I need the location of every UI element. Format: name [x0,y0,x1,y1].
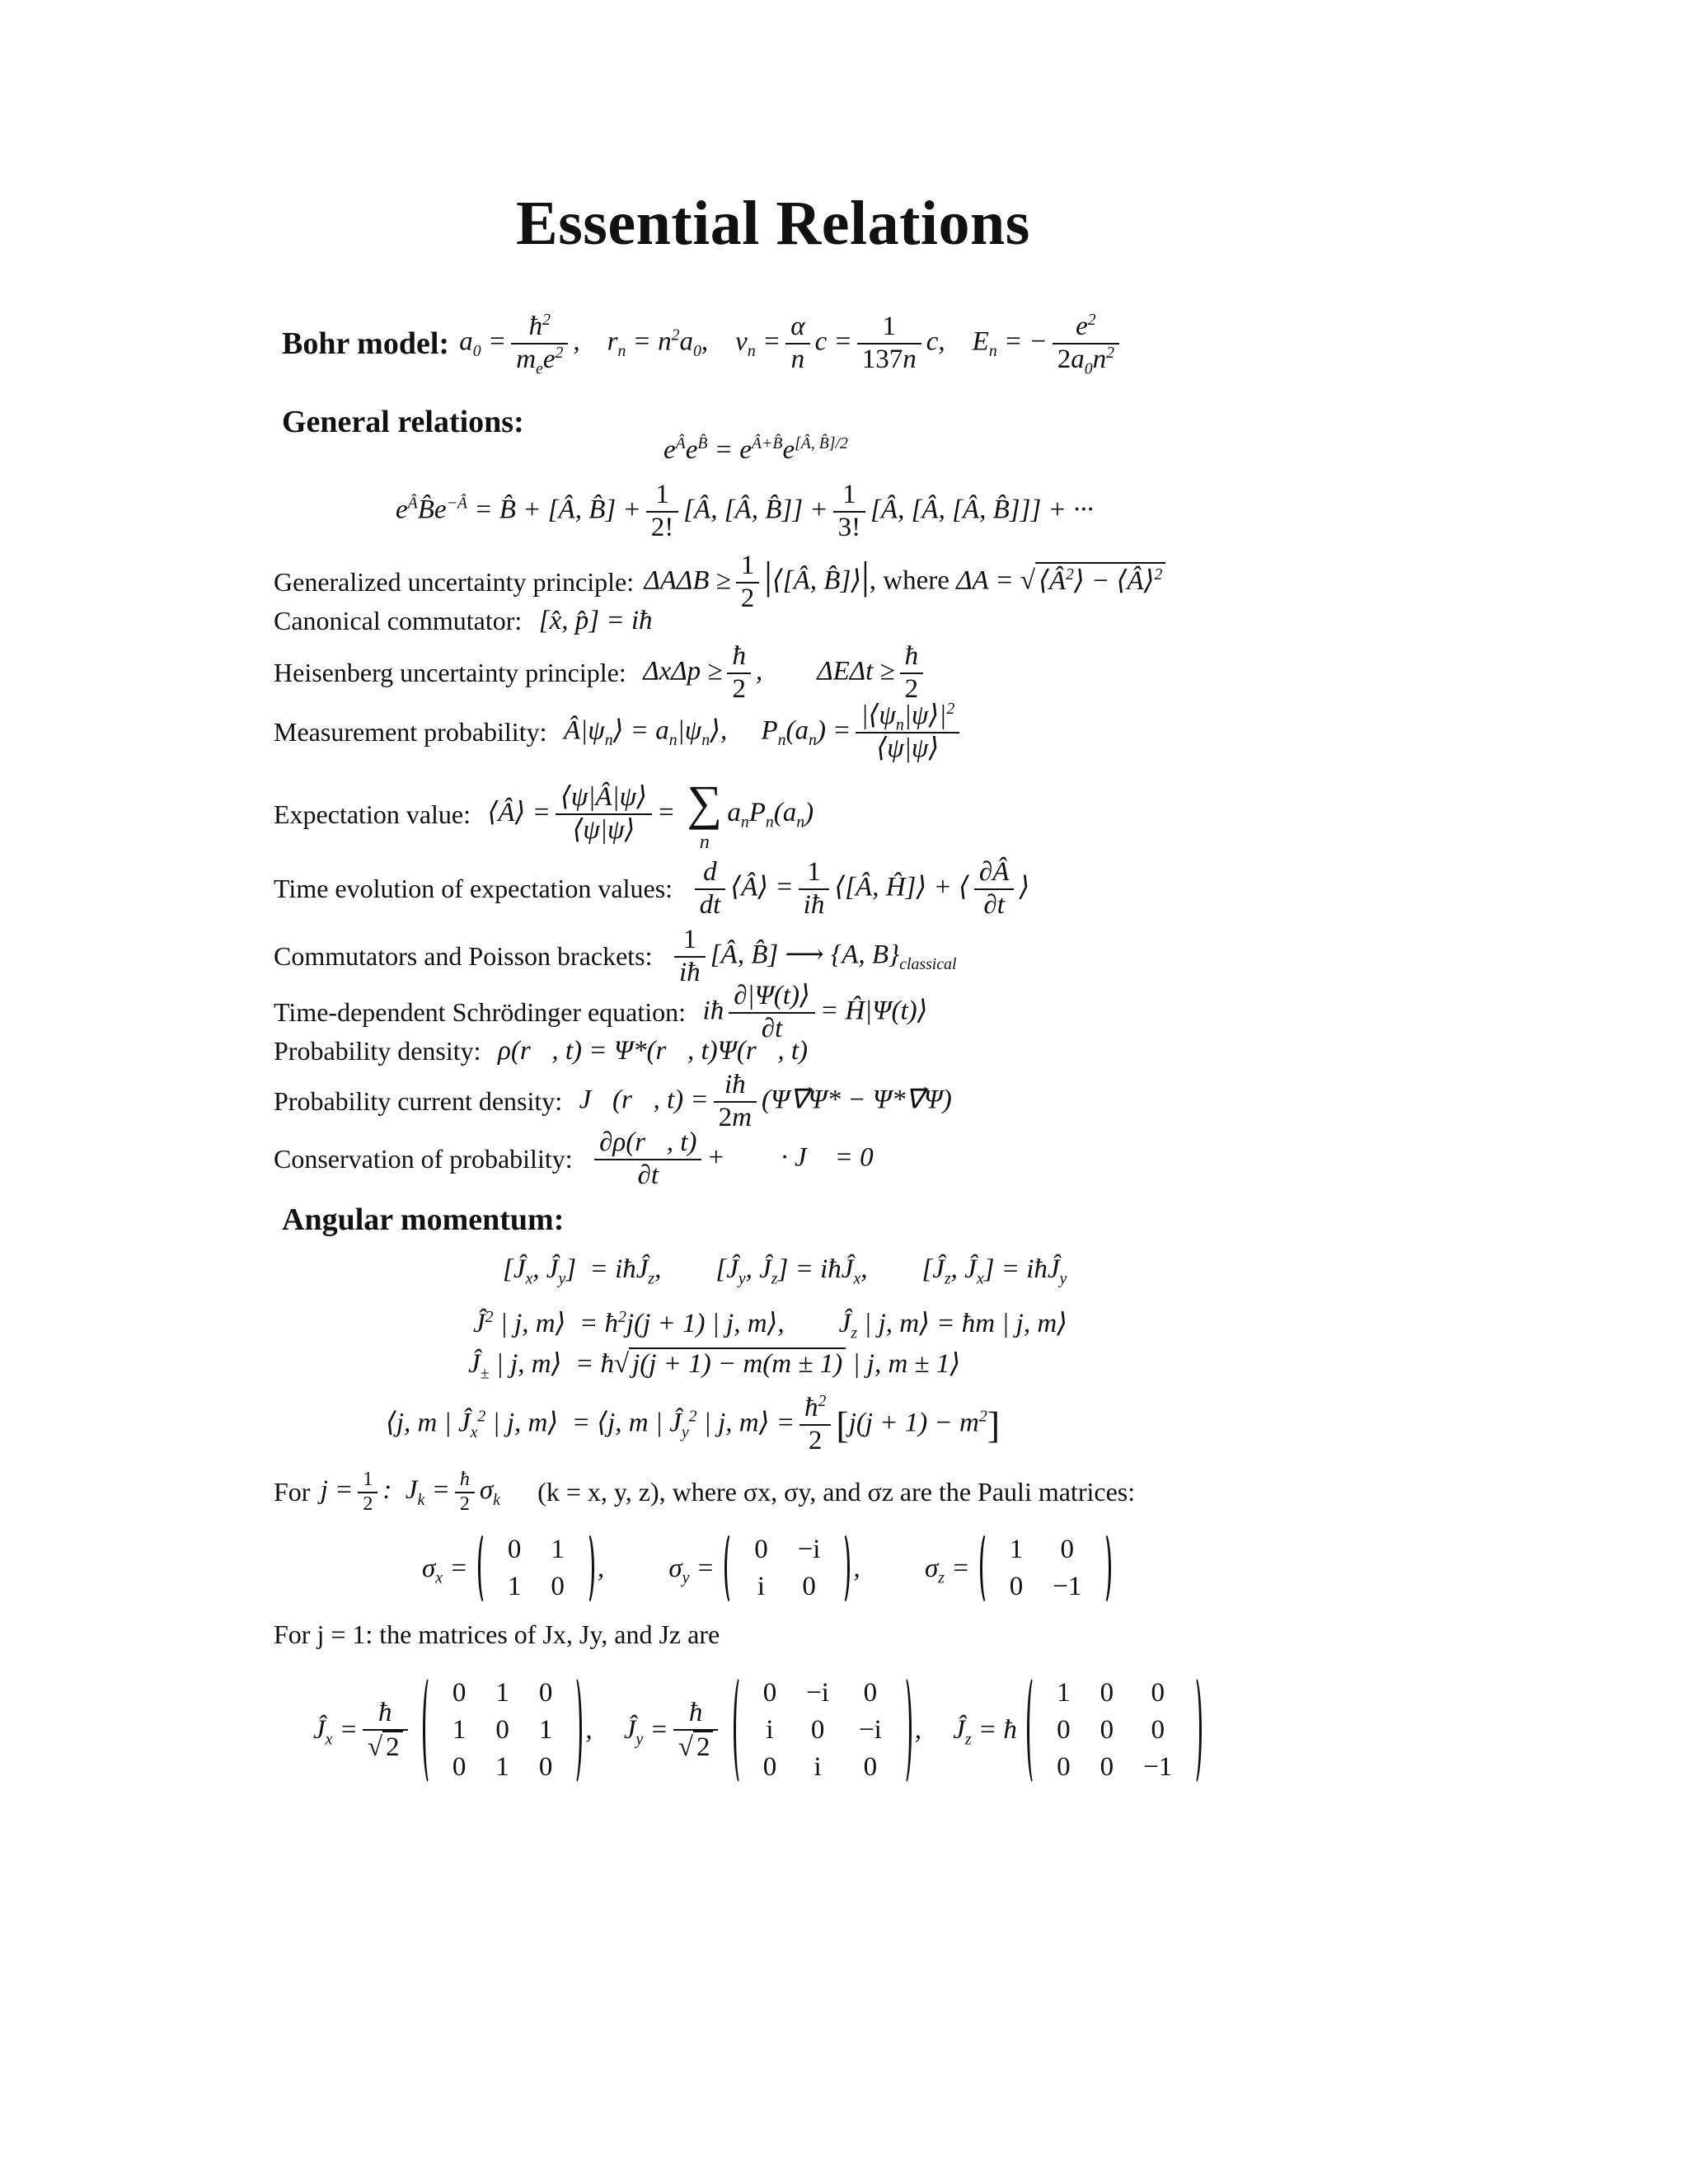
matrix-cell: 0 [1100,1715,1114,1745]
matrix-cell: 0 [802,1572,816,1601]
schrodinger-equation: iħ $\frac{\partial|\Psi(t)⟩}{\partial t}$ = Ĥ|Ψ(t)⟩ [689,981,928,1043]
spin-half-text: (k = x, y, z), where σx, σy, and σz are the Pauli matrices: [537,1477,1136,1507]
matrix-cell: 0 [1151,1678,1165,1708]
uncertainty-label: Generalized uncertainty principle: [274,567,635,598]
matrix-cell: 0 [754,1535,768,1564]
matrix-cell: 0 [1057,1752,1071,1782]
measurement-row [274,701,964,765]
matrix-cell: 0 [810,1715,825,1745]
canonical-label: Canonical commutator: [274,606,523,635]
matrix-cell: 0 [1100,1752,1114,1782]
matrix-cell: 0 [1100,1678,1114,1708]
bch-formula: $e^Âe^{B̂} = e^{Â+B̂}e^{[Â, B̂]/2}$ [663,434,848,465]
matrix-cell: 0 [1057,1715,1071,1745]
angular-heading: Angular momentum: [282,1202,565,1237]
prob-density-equation: ρ(r⃗, t) = Ψ*(r⃗, t)Ψ(r⃗, t) [484,1036,809,1066]
matrix-cell: i [814,1752,822,1782]
matrix-cell: i [757,1572,766,1601]
spin-one-matrices-row: $Ĵ_x$ = $\frac{ħ}{√ 2}$ 0 1 0 1 0 1 0 1 0 , $Ĵ_y$ = $\frac{ħ}{√ 2}$ 0 −i 0 i 0 −i 0 i 0 , $Ĵ_z$ = ħ 1 0 0 0 0 0 0 0 −1 [313,1675,1205,1786]
page-title: Essential Relations [516,189,1030,258]
time-evolution-equation: $\frac{d}{dt}$ ⟨Â⟩ = $\frac{1}{iħ}$ ⟨[Â, Ĥ]⟩ + ⟨ $\frac{\partial Â}{\partial t}$ ⟩ [676,857,1029,921]
poisson-equation: $\frac{1}{iħ}$ [Â, B̂] ⟶ {A, $B\}_{classical}$ [656,925,957,989]
matrix-cell: 1 [507,1572,522,1601]
matrix-cell: −i [806,1678,829,1708]
matrix-cell: 0 [762,1752,777,1782]
spin-half-prefix: For [274,1477,311,1507]
where-text: , where [869,565,950,596]
general-heading: General relations: [282,405,524,439]
jx2-expectation: ⟨j, m | $Ĵ_x^2$ | j, m⟩ = ⟨j, m | $Ĵ_y^2$ | j, m⟩ = $\frac{ħ^2}{2}$ $[j(j + 1) - m^2]$ [386,1392,1001,1455]
matrix-cell: 0 [452,1752,467,1782]
bohr-equations: $a_0$ = $\frac{ħ^2}{m_ee^2}$ , $r_n = n^2a_0$, $v_n$ = $\frac{\alpha}{n}$ c = $\frac{1}{137n}$ c, $E_n$ = − $\frac{e^2}{2a_0n^2}$ [452,312,1124,376]
matrix-cell: 1 [495,1678,509,1708]
sigma-x-matrix [478,1531,594,1605]
matrix-cell: 1 [538,1715,553,1745]
expectation-label: Expectation value: [274,799,471,829]
pauli-matrices-row: $\sigma_x$ = 0 1 1 0 , $\sigma_y$ = 0 −i i 0 , $\sigma_z$ = 1 0 0 −1 [422,1531,1114,1605]
conservation-row [274,1127,874,1192]
matrix-cell: 1 [1009,1535,1024,1564]
conservation-equation: $\frac{\partial\rho(r⃗, t)}{\partial t}$ + ∇⃗ · J⃗ = 0 [576,1127,874,1192]
expectation-equation: ⟨Â⟩ = $\frac{⟨\psi|Â|\psi⟩}{⟨\psi|\psi⟩}$ = ∑ n $a_nP_n(a_n)$ [474,776,814,853]
matrix-cell: 0 [538,1678,553,1708]
measurement-equation: $Â|\psi_n⟩$ = $a_n|\psi_n⟩$, $P_n(a_n)$ = $\frac{|⟨\psi_n|\psi⟩|^2}{⟨\psi|\psi⟩}$ [550,701,964,765]
matrix-cell: 0 [863,1678,878,1708]
matrix-cell: 0 [1151,1715,1165,1745]
prob-current-equation: J⃗(r⃗, t) = $\frac{iħ}{2m}$ (Ψ∇⃗Ψ* − Ψ*∇⃗Ψ) [565,1070,952,1132]
bohr-heading: Bohr model: [282,326,450,361]
matrix-cell: −1 [1053,1572,1082,1601]
matrix-cell: 0 [1060,1535,1075,1564]
spin-half-equation: j = $\frac{1}{2}$ : $J_k$ = $\frac{ħ}{2}$ $\sigma_k$ [313,1469,500,1515]
canonical-row [274,606,653,636]
j-squared-eigen: $Ĵ^2$ | j, m⟩ = $ħ^2j(j + 1)$ | j, m⟩, $Ĵ_z$ | j, m⟩ = ħm | j, m⟩ [473,1308,1068,1343]
prob-current-label: Probability current density: [274,1086,563,1117]
jy-matrix [734,1675,912,1786]
matrix-cell: 0 [538,1752,553,1782]
matrix-cell: i [766,1715,774,1745]
matrix-cell: 0 [551,1572,565,1601]
prob-current-row [274,1070,952,1134]
matrix-cell: 0 [507,1535,522,1564]
measurement-label: Measurement probability: [274,717,547,748]
spin-half-row [274,1469,1135,1516]
heisenberg-equation: ΔxΔp ≥ $\frac{ħ}{2}$ , ΔEΔt ≥ $\frac{ħ}{2}$ [630,641,928,705]
spin-one-text: For j = 1: the matrices of Jx, Jy, and Jz are [274,1619,720,1649]
hadamard-formula: $e^ÂB̂e^{-Â}$ = B̂ + [Â, B̂] + $\frac{1}{2!}$ [Â, [Â, B̂]] + $\frac{1}{3!}$ [Â, [Â, [Â, B̂]]] + ··· [396,480,1094,542]
matrix-cell: 1 [1057,1678,1071,1708]
poisson-label: Commutators and Poisson brackets: [274,941,653,972]
matrix-cell: 0 [1009,1572,1024,1601]
prob-density-row [274,1036,808,1066]
sigma-y-matrix [724,1531,850,1605]
matrix-cell: 0 [495,1715,509,1745]
matrix-cell: 0 [452,1678,467,1708]
jz-matrix [1027,1675,1202,1786]
uncertainty-equation: ΔAΔB ≥ $\frac{1}{2}$ |⟨[Â, B̂]⟩|, where ΔA = √ $⟨Â^2⟩$ − ⟨Â⟩$^2$ [637,551,1165,615]
matrix-cell: 1 [452,1715,467,1745]
poisson-row [274,925,956,989]
matrix-cell: −1 [1143,1752,1173,1782]
matrix-cell: −i [858,1715,882,1745]
matrix-cell: 0 [863,1752,878,1782]
matrix-cell: 0 [762,1678,777,1708]
time-evolution-label: Time evolution of expectation values: [274,874,673,904]
schrodinger-label: Time-dependent Schrödinger equation: [274,997,687,1028]
ladder-operators: $Ĵ_\pm$ | j, m⟩ = ħ√ j(j + 1) − m(m ± 1) | j, m ± 1⟩ [468,1349,961,1383]
heisenberg-row [274,641,928,705]
heisenberg-label: Heisenberg uncertainty principle: [274,658,626,688]
sigma-z-matrix [980,1531,1112,1605]
angular-commutators: [$Ĵ_x$, $Ĵ_y$] = iħĴ$_z$, [$Ĵ_y$, $Ĵ_z$] = iħĴ$_x$, [$Ĵ_z$, $Ĵ_x$] = iħĴ$_y$ [503,1254,1067,1288]
matrix-cell: 1 [495,1752,509,1782]
prob-density-label: Probability density: [274,1036,481,1066]
matrix-cell: −i [797,1535,821,1564]
conservation-label: Conservation of probability: [274,1144,573,1174]
time-evolution-row [274,857,1029,921]
bohr-model-row [282,312,1124,376]
jx-matrix [423,1675,583,1786]
canonical-equation: [x̂, p̂] = iħ [525,606,653,635]
expectation-row [274,775,814,855]
matrix-cell: 1 [551,1535,565,1564]
